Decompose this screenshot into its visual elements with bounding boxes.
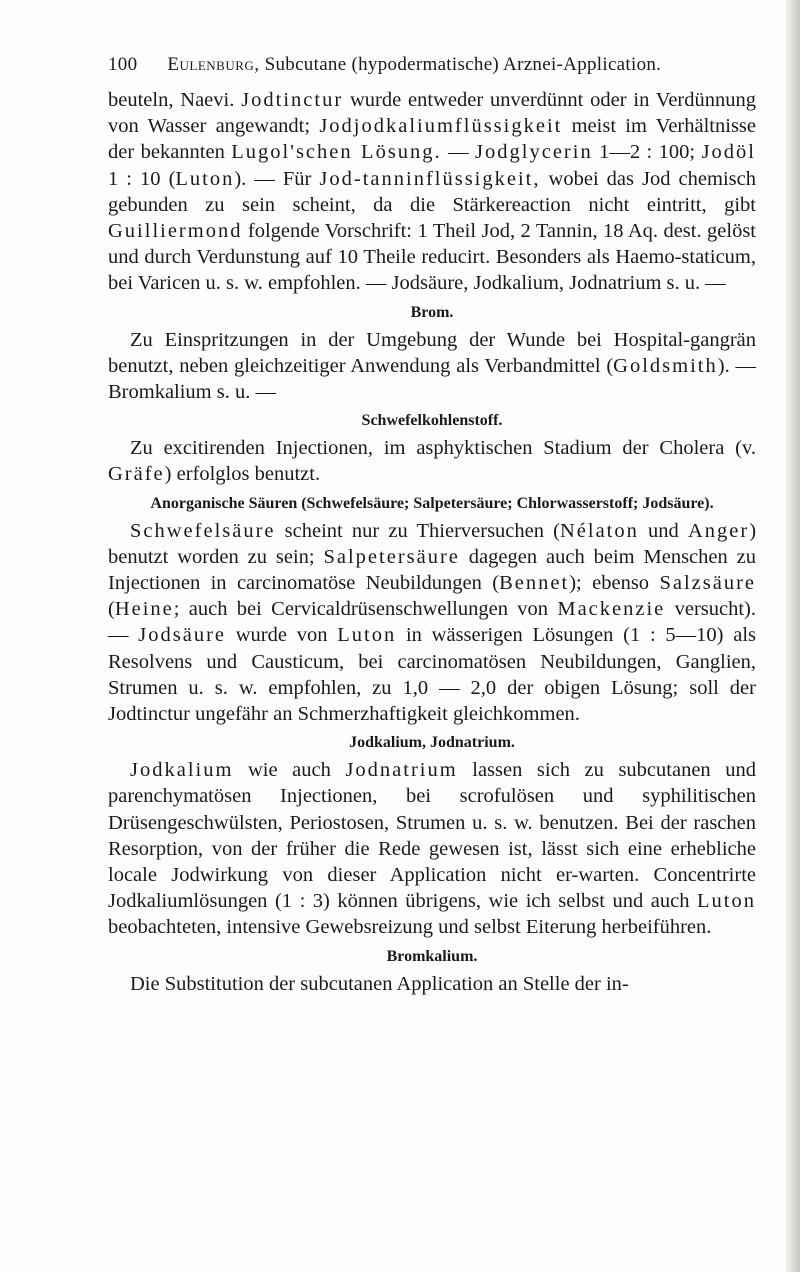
name-bennet: Bennet	[499, 572, 570, 595]
text-run: —	[441, 141, 476, 164]
name-nelaton: Nélaton	[559, 519, 639, 542]
term-jodnatrium: Jodnatrium	[345, 759, 458, 782]
name-luton: Luton	[697, 890, 756, 913]
term-jodsaeure: Jodsäure	[138, 624, 226, 647]
paragraph-jodkalium	[108, 757, 756, 940]
text-run: ; auch bei Cervicaldrüsenschwellungen von	[173, 598, 558, 621]
paragraph-schwefelkohlenstoff	[108, 435, 756, 487]
text-run: beuteln, Naevi.	[108, 89, 242, 111]
term-jodtinctur: Jodtinctur	[241, 89, 344, 111]
text-run: und	[638, 519, 688, 542]
text-run: lassen sich zu subcutanen und parenchymatösen Injectionen, bei scrofulösen und syphilitischen Drüsengeschwülsten, Periostosen, Strumen u. s. w. benutzen. Bei der raschen Resorption, von der früher die Rede gewesen ist, lässt sich eine erhebliche locale Jodwirkung von dieser Application nicht er-warten. Concentrirte Jodkaliumlösungen (1 : 3) können übrigens, wie ich selbst und auch	[108, 759, 756, 913]
text-run: meist im Verhältnisse der bekannten	[108, 115, 756, 164]
term-salzsaeure: Salzsäure	[659, 572, 756, 595]
text-run: wurde entweder unverdünnt oder in Verdünnung von Wasser angewandt;	[108, 89, 756, 138]
text-run: wurde von	[226, 624, 338, 647]
text-run: Zu Einspritzungen in der Umgebung der Wunde bei Hospital-gangrän benutzt, neben gleichzeitiger Anwendung als Verbandmittel (	[108, 328, 756, 377]
term-jodkalium: Jodkalium	[130, 759, 234, 782]
name-guilliermond: Guilliermond	[108, 220, 243, 243]
text-run: ); ebenso	[569, 572, 660, 595]
header-title: Subcutane (hypodermatische) Arznei-Application.	[264, 54, 662, 75]
term-jodoel: Jodöl	[701, 141, 756, 164]
name-goldsmith: Goldsmith	[613, 354, 718, 377]
text-run: beobachteten, intensive Gewebsreizung und selbst Eiterung herbeiführen.	[108, 916, 712, 939]
text-run: versucht). —	[108, 598, 756, 647]
text-run: ). — Bromkalium s. u. —	[108, 354, 756, 404]
name-heine: Heine	[114, 598, 174, 621]
term-lugol: Lugol'schen Lösung.	[231, 141, 442, 164]
text-run: scheint nur zu Thierversuchen (	[275, 519, 560, 542]
term-schwefelsaeure: Schwefelsäure	[130, 519, 276, 542]
body-text	[108, 87, 756, 997]
text-run: in wässerigen Lösungen (1 : 5—10) als Resolvens und Causticum, bei carcinomatösen Neubildungen, Ganglien, Strumen u. s. w. empfohlen, zu 1,0 — 2,0 der obigen Lösung; soll der Jodtinctur ungefähr an Schmerzhaftigkeit gleichkommen.	[108, 624, 757, 726]
name-graefe: Gräfe	[108, 463, 165, 486]
term-jodjodkalium: Jodjodkaliumflüssigkeit	[319, 115, 563, 138]
page-edge-shadow	[786, 0, 800, 1272]
heading-anorganische-saeuren: Anorganische Säuren (Schwefelsäure; Salpetersäure; Chlorwasserstoff; Jodsäure).	[150, 494, 714, 512]
heading-brom: Brom.	[410, 303, 454, 321]
page-number: 100	[108, 54, 138, 75]
text-run: wie auch	[233, 759, 346, 782]
text-run: folgende Vorschrift: 1 Theil Jod, 2 Tannin, 18 Aq. dest. gelöst und durch Verdunstung auf 10 Theile reducirt. Besonders als Haemo-staticum, bei Varicen u. s. w. empfohlen. — Jodsäure, Jodkalium, Jodnatrium s. u. —	[108, 220, 756, 295]
header-author: Eulenburg,	[167, 54, 260, 75]
heading-bromkalium: Bromkalium.	[386, 947, 478, 965]
name-anger: Anger	[687, 519, 750, 542]
heading-schwefelkohlenstoff: Schwefelkohlenstoff.	[361, 412, 503, 430]
paragraph-jodtinctur	[108, 87, 756, 297]
term-jodglycerin: Jodglycerin	[475, 141, 593, 164]
paragraph-brom	[108, 327, 756, 406]
text-run: 1 : 10 (	[108, 167, 176, 190]
text-run: wobei das Jod chemisch gebunden zu sein scheint, da die Stärkereaction nicht eintritt, gibt	[108, 167, 756, 216]
term-jodtannin: Jod-tanninflüssigkeit,	[319, 167, 541, 190]
text-run: ). — Für	[234, 167, 320, 190]
heading-jodkalium: Jodkalium, Jodnatrium.	[349, 734, 515, 752]
text-run: 1—2 : 100;	[592, 141, 702, 164]
name-luton: Luton	[175, 167, 235, 190]
text-run: (	[108, 598, 115, 621]
paragraph-bromkalium: Die Substitution der subcutanen Application an Stelle der in-	[130, 972, 629, 995]
paragraph-saeuren	[108, 518, 756, 728]
term-salpetersaeure: Salpetersäure	[323, 545, 460, 568]
name-luton: Luton	[337, 624, 397, 647]
name-mackenzie: Mackenzie	[557, 598, 666, 621]
text-run: ) erfolglos benutzt.	[164, 463, 321, 486]
text-run: Zu excitirenden Injectionen, im asphyktischen Stadium der Cholera (v.	[130, 437, 756, 460]
text-run: ) benutzt worden zu sein;	[108, 519, 757, 568]
running-header	[108, 54, 768, 76]
text-run: dagegen auch beim Menschen zu Injectionen in carcinomatöse Neubildungen (	[108, 545, 756, 595]
